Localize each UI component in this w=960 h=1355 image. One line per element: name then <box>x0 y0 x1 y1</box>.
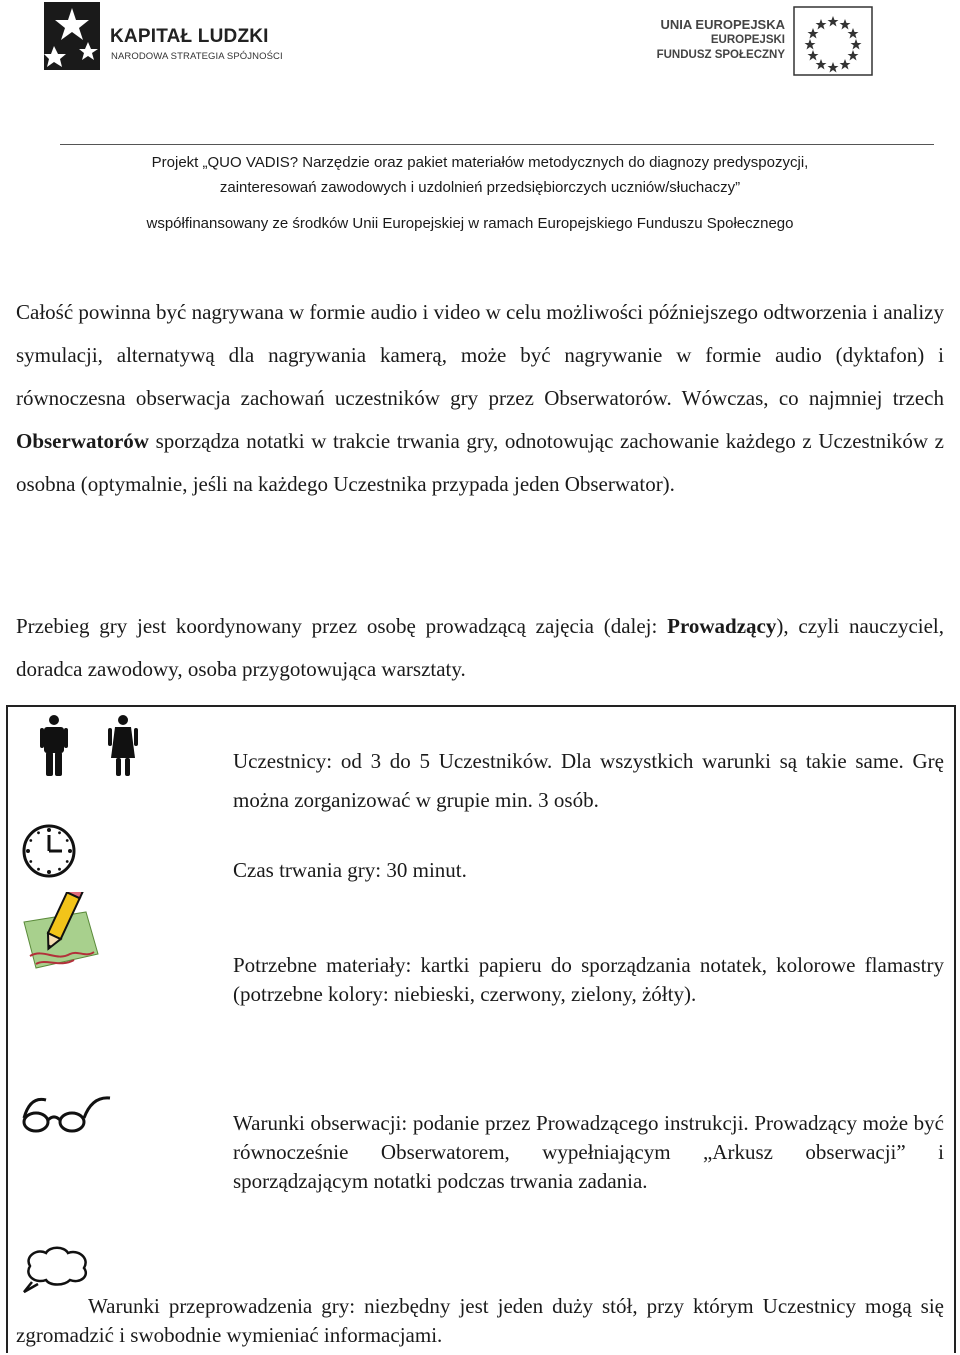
kapital-ludzki-logo <box>44 2 304 72</box>
paragraph-coordination <box>16 605 944 691</box>
header-rule <box>60 144 934 145</box>
paragraph-coordination-bold: Prowadzący <box>667 614 777 638</box>
conditions-text: Warunki przeprowadzenia gry: niezbędny jest jeden duży stół, przy którym Uczestnicy mogą się zgromadzić i swobodnie wymieniać informacjami. <box>16 1294 944 1347</box>
participants-text: Uczestnicy: od 3 do 5 Uczestników. Dla wszystkich warunki są takie same. Grę można zorganizować w grupie min. 3 osób. <box>233 749 944 812</box>
eu-logo <box>650 6 895 76</box>
thought-bubble-icon <box>18 1244 92 1296</box>
participants-icon <box>38 714 148 778</box>
kapital-ludzki-mark-icon <box>44 2 100 70</box>
pencil-paper-icon <box>16 892 104 972</box>
paragraph-coordination-text-a: Przebieg gry jest koordynowany przez osobę prowadzącą zajęcia (dalej: <box>16 614 668 638</box>
eu-line-2: EUROPEJSKI <box>710 34 785 46</box>
project-title <box>0 150 960 200</box>
project-title-line-2: zainteresowań zawodowych i uzdolnień przedsiębiorczych uczniów/słuchaczy” <box>219 179 741 196</box>
cofinanced-line: współfinansowany ze środków Unii Europejskiej w ramach Europejskiego Funduszu Społecznego <box>146 215 794 232</box>
glasses-icon <box>20 1092 112 1136</box>
project-title-line-1: Projekt „QUO VADIS? Narzędzie oraz pakiet materiałów metodycznych do diagnozy predyspozycji, <box>151 154 809 171</box>
materials-text: Potrzebne materiały: kartki papieru do sporządzania notatek, kolorowe flamastry (potrzebne kolory: niebieski, czerwony, zielony, żółty). <box>233 953 944 1006</box>
paragraph-recording <box>16 291 944 506</box>
paragraph-coordination-text-b: ), czyli nauczyciel, doradca zawodowy, osoba przygotowująca warsztaty. <box>16 614 944 681</box>
clock-icon <box>20 822 78 880</box>
observation-text: Warunki obserwacji: podanie przez Prowadzącego instrukcji. Prowadzący może być równocześnie Obserwatorem, wypełniającym „Arkusz obserwacji” i sporządzającym notatki podczas trwania zadania. <box>233 1111 944 1193</box>
eu-line-3: FUNDUSZ SPOŁECZNY <box>656 49 785 61</box>
kapital-ludzki-title: KAPITAŁ LUDZKI <box>110 26 269 47</box>
eu-flag-icon <box>793 6 873 76</box>
paragraph-recording-bold: Obserwatorów <box>16 429 149 453</box>
kapital-ludzki-subtitle: NARODOWA STRATEGIA SPÓJNOŚCI <box>111 51 283 62</box>
duration-text: Czas trwania gry: 30 minut. <box>233 858 467 882</box>
paragraph-recording-text-b: sporządza notatki w trakcie trwania gry, odnotowując zachowanie każdego z Uczestników z osobna (optymalnie, jeśli na każdego Uczestnika przypada jeden Obserwator). <box>16 429 944 496</box>
eu-line-1: UNIA EUROPEJSKA <box>660 17 785 32</box>
paragraph-recording-text-a: Całość powinna być nagrywana w formie audio i video w celu możliwości późniejszego odtworzenia i analizy symulacji, alternatywą dla nagrywania kamerą, może być nagrywanie w formie audio (dyktafon) i równoczesna obserwacja zachowań uczestników gry przez Obserwatorów. Wówczas, co najmniej trzech <box>16 300 944 410</box>
